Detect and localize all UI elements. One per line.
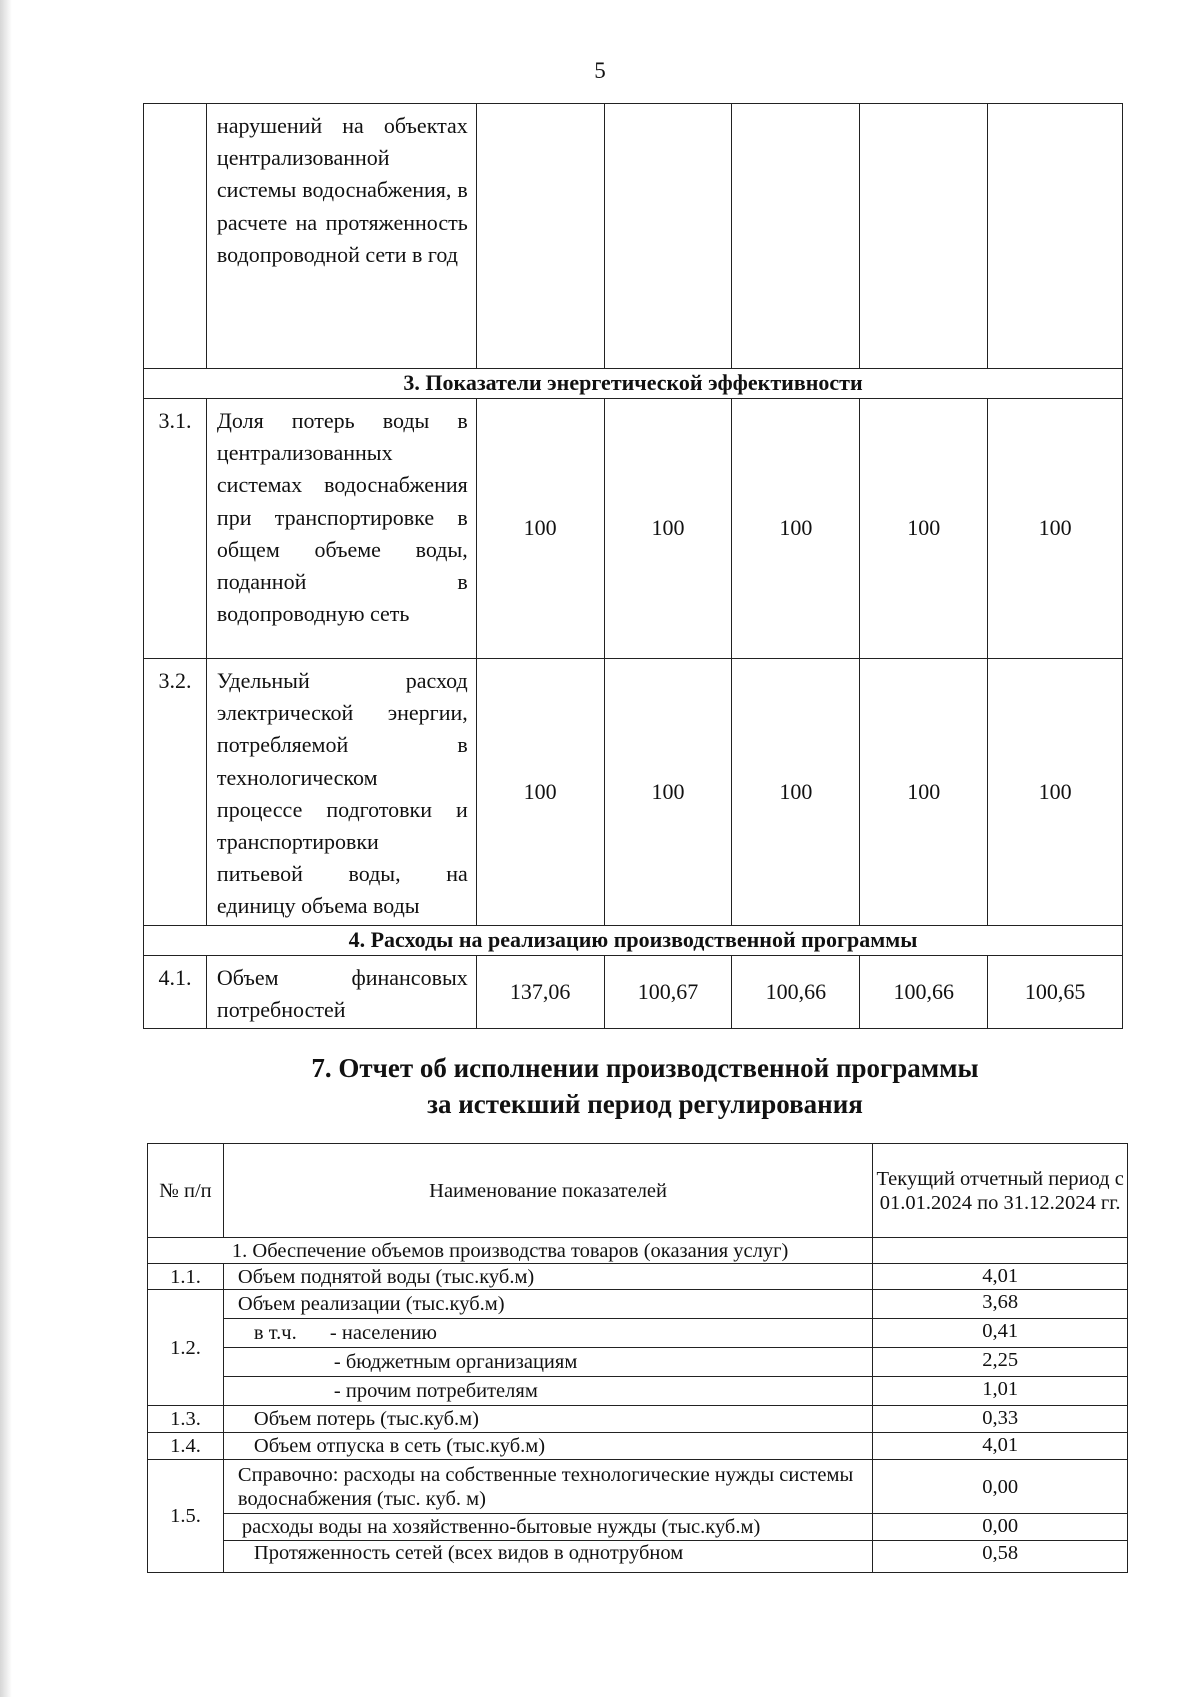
table-row: [148, 1460, 1128, 1514]
value-cell: 100: [988, 659, 1123, 926]
indicator-value: 4,01: [873, 1264, 1128, 1290]
column-header-name: Наименование показателей: [223, 1144, 872, 1238]
column-header-number: № п/п: [148, 1144, 224, 1238]
header-row: [148, 1144, 1128, 1238]
value-cell: 137,06: [476, 955, 604, 1028]
column-header-period: Текущий отчетный период с 01.01.2024 по 31.12.2024 гг.: [873, 1144, 1128, 1238]
indicator-name: Справочно: расходы на собственные технологические нужды системы водоснабжения (тыс. куб. м): [223, 1460, 872, 1514]
value-cell: 100: [988, 399, 1123, 659]
table-row: [144, 955, 1123, 1028]
group-row: [148, 1238, 1128, 1264]
indicator-name: - бюджетным организациям: [223, 1348, 872, 1377]
value-cell: 100: [604, 399, 732, 659]
indicator-prefix: в т.ч.: [253, 1322, 297, 1344]
row-number: 4.1.: [144, 955, 207, 1028]
value-cell: 100,65: [988, 955, 1123, 1028]
indicator-description: Объем финансовых потребностей: [206, 955, 476, 1028]
table-row: [148, 1433, 1128, 1460]
indicator-value: 0,58: [873, 1541, 1128, 1573]
value-cell: 100: [604, 659, 732, 926]
section-header-row: [144, 369, 1123, 399]
value-cell: 100,67: [604, 955, 732, 1028]
row-number: 3.1.: [144, 399, 207, 659]
indicator-value: 4,01: [873, 1433, 1128, 1460]
indicator-value: 0,00: [873, 1514, 1128, 1541]
indicator-name: - прочим потребителям: [223, 1377, 872, 1406]
indicator-name: расходы воды на хозяйственно-бытовые нужды (тыс.куб.м): [223, 1514, 872, 1541]
program-report-table: [147, 1143, 1128, 1573]
table-row: [148, 1348, 1128, 1377]
section-7-title-line2: за истекший период регулирования: [427, 1089, 863, 1119]
value-cell: 100: [732, 399, 860, 659]
indicator-value: 3,68: [873, 1290, 1128, 1319]
indicator-description: Удельный расход электрической энергии, потребляемой в технологическом процессе подготовки и транспортировки питьевой воды, на единицу объема воды: [206, 659, 476, 926]
value-cell: [732, 104, 860, 369]
group-1-title: 1. Обеспечение объемов производства товаров (оказания услуг): [148, 1238, 873, 1264]
indicator-name: Объем отпуска в сеть (тыс.куб.м): [223, 1433, 872, 1460]
table-row: [148, 1514, 1128, 1541]
value-cell: 100: [476, 399, 604, 659]
value-cell: [988, 104, 1123, 369]
indicator-subname: - населению: [329, 1322, 437, 1344]
section-7-title: [0, 1050, 1200, 1122]
indicators-table: [143, 103, 1123, 1029]
section-header-row: [144, 925, 1123, 955]
indicator-name: Объем потерь (тыс.куб.м): [223, 1406, 872, 1433]
indicator-value: 0,00: [873, 1460, 1128, 1514]
row-number: 3.2.: [144, 659, 207, 926]
scan-page-edge: [0, 0, 12, 1697]
table-row: [144, 399, 1123, 659]
value-cell: [476, 104, 604, 369]
value-cell: [860, 104, 988, 369]
indicator-name: [223, 1319, 872, 1348]
row-number: 1.1.: [148, 1264, 224, 1290]
value-cell: [604, 104, 732, 369]
row-number: 1.3.: [148, 1406, 224, 1433]
row-number-cell: [144, 104, 207, 369]
value-cell: 100,66: [860, 955, 988, 1028]
value-cell: 100: [860, 399, 988, 659]
value-cell: 100: [732, 659, 860, 926]
row-number: 1.5.: [148, 1460, 224, 1573]
indicator-value: 0,41: [873, 1319, 1128, 1348]
indicator-value: 1,01: [873, 1377, 1128, 1406]
section-4-title: 4. Расходы на реализацию производственной программы: [144, 925, 1123, 955]
table-row: [148, 1377, 1128, 1406]
table-row: [148, 1319, 1128, 1348]
value-cell: 100: [860, 659, 988, 926]
indicator-description: нарушений на объектах централизованной системы водоснабжения, в расчете на протяженность водопроводной сети в год: [206, 104, 476, 369]
section-7-title-line1: 7. Отчет об исполнении производственной программы: [311, 1053, 979, 1083]
indicator-name: Объем реализации (тыс.куб.м): [223, 1290, 872, 1319]
table-row: [148, 1290, 1128, 1319]
page-number: 5: [594, 58, 606, 83]
value-cell: 100: [476, 659, 604, 926]
table-row: [148, 1264, 1128, 1290]
value-cell: [873, 1238, 1128, 1264]
table-row: [148, 1541, 1128, 1573]
indicator-value: 2,25: [873, 1348, 1128, 1377]
value-cell: 100,66: [732, 955, 860, 1028]
row-number: 1.4.: [148, 1433, 224, 1460]
row-number: 1.2.: [148, 1290, 224, 1406]
indicator-name: Объем поднятой воды (тыс.куб.м): [223, 1264, 872, 1290]
section-3-title: 3. Показатели энергетической эффективности: [144, 369, 1123, 399]
table-row: [148, 1406, 1128, 1433]
table-row: [144, 659, 1123, 926]
indicator-description: Доля потерь воды в централизованных системах водоснабжения при транспортировке в общем объеме воды, поданной в водопроводную сеть: [206, 399, 476, 659]
indicator-name: Протяженность сетей (всех видов в однотрубном: [223, 1541, 872, 1573]
table-row: [144, 104, 1123, 369]
indicator-value: 0,33: [873, 1406, 1128, 1433]
